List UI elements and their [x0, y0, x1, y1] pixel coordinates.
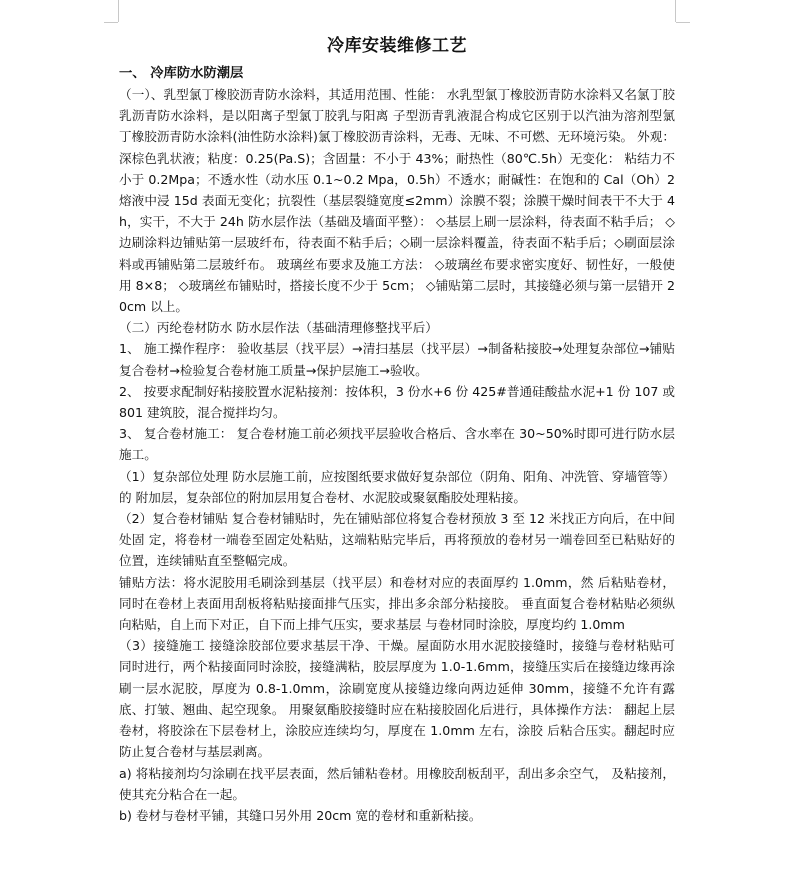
- paragraph-coating: （一）、乳型氯丁橡胶沥青防水涂料，其适用范围、性能： 水乳型氯丁橡胶沥青防水涂料又名氯丁胶乳沥青防水涂料，是以阳离子型氯丁胶乳与阳离 子型沥青乳液混合构成它区别于以汽油为溶剂型氯丁橡胶沥青防水涂料(油性防水涂料)氯丁橡胶沥青涂料，无毒、无味、不可燃、无环境污染。 外观：深棕色乳状液；粘度：0.25(Pa.S)；含固量：不小于 43%；耐热性（80℃.5h）无变化： 粘结力不小于 0.2Mpa；不透水性（动水压 0.1~0.2 Mpa，0.5h）不透水；耐碱性：在饱和的 Cal（Oh）2 熔液中浸 15d 表面无变化；抗裂性（基层裂缝宽度≤2mm）涂膜不裂；涂膜干燥时间表干不大于 4h，实干，不大于 24h 防水层作法（基础及墙面平整）： ◇基层上刷一层涂料，待表面不粘手后； ◇边刷涂料边铺贴第一层玻纤布，待表面不粘手后；◇刷一层涂料覆盖，待表面不粘手后；◇刷面层涂料或再铺贴第二层玻纤布。 玻璃丝布要求及施工方法： ◇玻璃丝布要求密实度好、韧性好，一般使用 8×8； ◇玻璃丝布铺贴时，搭接长度不少于 5cm； ◇铺贴第二层时，其接缝必须与第一层错开 20cm 以上。: [119, 87, 675, 315]
- paragraph-seam: （3）接缝施工 接缝涂胶部位要求基层干净、干燥。屋面防水用水泥胶接缝时，接缝与卷材粘贴可 同时进行，两个粘接面同时涂胶，接缝满粘，胶层厚度为 1.0-1.6mm，接缝压实后在接缝边缘再涂刷一层水泥胶，厚度为 0.8-1.0mm，涂刷宽度从接缝边缘向两边延伸 30mm，接缝不允许有露底、打皱、翘曲、起空现象。 用聚氨酯胶接缝时应在粘接胶固化后进行，具体操作方法： 翻起上层卷材，将胶涂在下层卷材上，涂胶应连续均匀，厚度在 1.0mm 左右，涂胶 后粘合压实。翻起时应防止复合卷材与基层剥离。: [119, 638, 675, 760]
- page-corner-mark-top-left: [118, 0, 119, 22]
- paragraph-step-3: 3、 复合卷材施工： 复合卷材施工前必须找平层验收合格后、含水率在 30~50%时即可进行防水层施工。: [119, 426, 675, 463]
- paragraph-laying-method: 铺贴方法：将水泥胶用毛刷涂到基层（找平层）和卷材对应的表面厚约 1.0mm，然 后粘贴卷材，同时在卷材上表面用刮板将粘贴接面排气压实，排出多余部分粘接胶。 垂直面复合卷材粘贴必须纵向粘贴，自上而下对正，自下而上排气压实，要求基层 与卷材同时涂胶，厚度均约 1.0mm: [119, 574, 675, 633]
- paragraph-laying: （2）复合卷材铺贴 复合卷材铺贴时，先在铺贴部位将复合卷材预放 3 至 12 米找正方向后，在中间处固 定，将卷材一端卷至固定处粘贴，这端粘贴完毕后，再将预放的卷材另一端卷回至已粘贴好的位置，连续铺贴直至整幅完成。: [119, 511, 675, 569]
- document-title: 冷库安装维修工艺: [327, 36, 467, 56]
- paragraph-item-a: a) 将粘接剂均匀涂刷在找平层表面，然后铺粘卷材。用橡胶刮板刮平，刮出多余空气， 及粘接剂，使其充分粘合在一起。: [119, 765, 675, 802]
- paragraph-membrane-heading: （二）丙纶卷材防水 防水层作法（基础清理修整找平后）: [119, 320, 438, 336]
- page-corner-mark-top-left-h: [104, 22, 118, 23]
- document-page: [119, 32, 675, 826]
- paragraph-complex-parts: （1）复杂部位处理 防水层施工前，应按图纸要求做好复杂部位（阴角、阳角、冲洗管、穿墙管等）的 附加层，复杂部位的附加层用复合卷材、水泥胶或聚氨酯胶处理粘接。: [119, 468, 675, 505]
- paragraph-item-b: b) 卷材与卷材平铺，其缝口另外用 20cm 宽的卷材和重新粘接。: [119, 807, 482, 823]
- page-corner-mark-top-right: [675, 0, 676, 22]
- section-heading: 一、 冷库防水防潮层: [119, 66, 244, 81]
- paragraph-step-1: 1、 施工操作程序： 验收基层（找平层）→清扫基层（找平层）→制备粘接胶→处理复杂部位→铺贴复合卷材→检验复合卷材施工质量→保护层施工→验收。: [119, 341, 675, 378]
- page-corner-mark-top-right-h: [676, 22, 690, 23]
- paragraph-step-2: 2、 按要求配制好粘接胶置水泥粘接剂：按体积，3 份水+6 份 425#普通硅酸盐水泥+1 份 107 或 801 建筑胶，混合搅拌均匀。: [119, 383, 675, 421]
